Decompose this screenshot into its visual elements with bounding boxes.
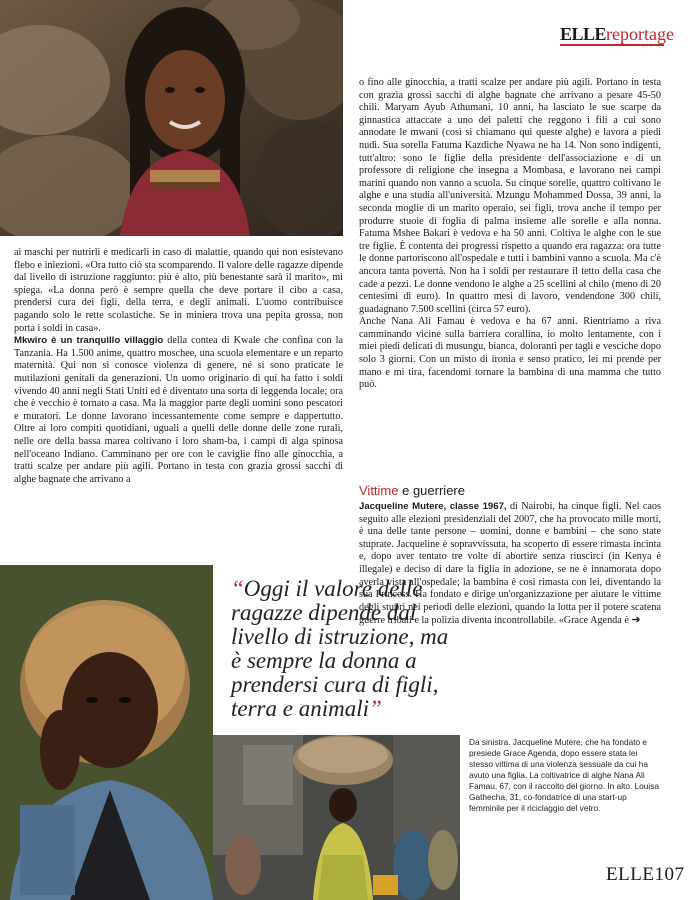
header-rule xyxy=(560,44,664,46)
left-column xyxy=(14,247,343,562)
page-number: 107 xyxy=(654,864,685,885)
quote-open-mark: “ xyxy=(231,576,244,601)
magazine-brand: ELLE xyxy=(560,24,607,44)
paragraph: o fino alle ginocchia, a tratti scalze per andare più agili. Portano in testa con grazia grossi sacchi di alghe bagnate che arrivano a pesare 45-50 chili. Maryam Ayub Athumani, 10 anni, ha lasciato le sue scarpe da ginnastica attaccate a uno dei paletti che reggono i fili a cui sono annodate le mwani (così si chiamano qui queste alghe) e lavora a piedi nudi. Sua sorella Fatuma Kazdiche Nyawa ne ha 14. Non sono indigenti, tutt'altro: sono le figlie della presidente dell'associazione e di un professore di religione che insegna a Mombasa, e lavorano nei campi marini quando non vanno a scuola. Su cinque sorelle, quattro coltivano le alghe e una studia all'università. Mzungu Mohammed Dossa, 39 anni, la seconda moglie di un marito operaio, sei figli, trova anche il tempo per produrre stuoie di foglia di palma insieme alle sorelle e alla nonna. Fatuma Mshee Bakari è vedova e ha 50 anni. Coltiva le alghe con le sue tre figlie. È contenta dei progressi rispetto a quando era ragazza: ora tutte le donne partoriscono all'ospedale e tutti i bambini vanno a scuola. Ma c'è ancora tanta povertà. Non ha i soldi per restaurare il tetto della casa che cade a pezzi. Le donne vendono le alghe a 25 scellini al chilo (meno di 20 centesimi di euro). In quattro mesi di lavoro, vendendone 300 chili, guadagnano 7.500 scellini (circa 57 euro). xyxy=(359,77,661,315)
portrait-woman-denim-icon xyxy=(0,565,213,900)
subheading: Vittime e guerriere xyxy=(359,483,465,498)
photo-nana-ali-famau xyxy=(213,735,460,900)
right-column xyxy=(359,77,661,479)
paragraph: Mkwiro è un tranquillo villaggio della contea di Kwale che confina con la Tanzania. Ha 1.500 anime, quattro moschee, una scuola elementare e un reparto maternità. Qui non si conosce violenza di genere, né si sono praticate le mutilazioni genitali da generazioni. Un uomo originario di qui ha fatto i soldi vivendo 40 anni negli Stati Uniti ed è diventato una sorta di leggenda locale; ora che è vecchio è tornato a casa. Ma la maggior parte degli uomini sono pescatori e muratori. Le donne lavorano incessantemente come sempre e dappertutto. Oltre ai loro compiti quotidiani, uguali a quelli delle donne delle zone rurali, nelle ore della bassa marea coltivano i loro sham-ba, i campi di alga spinosa nell'oceano Indiano. Camminano per ore con le caviglie fino alle ginocchia, a tratti scalze per andare più agili. Portano in testa con grazia grossi sacchi di alghe bagnate che arrivano a xyxy=(14,335,343,485)
pull-quote xyxy=(231,577,456,721)
paragraph: ai maschi per nutrirli e medicarli in caso di malattie, quando qui non esistevano flebo e iniezioni. «Ora tutto ciò sta scomparendo. Il valore delle ragazze dipende dal livello di istruzione raggiunto: più è alto, più benestante sarà il marito», mi spiega. «La donna però è sempre quella che deve portare il cibo a casa, prendersi cura dei figli, della terra, e degli animali. L'uomo contribuisce pagando solo le rette scolastiche. Se in miniera trova una pepita grossa, non porta i soldi in casa». xyxy=(14,247,343,334)
paragraph: Anche Nana Ali Famau è vedova e ha 67 anni. Rientriamo a riva camminando vicine sulla barriera corallina, io molto lentamente, con i miei piedi delicati di musungu, bianca, doloranti per tagli e vesciche dopo solo 3 giorni. Con un misto di ironia e senso pratico, lei mi prende per mano e mi tira, facendomi tornare la bambina di una mamma che tutto può. xyxy=(359,316,661,391)
woman-carrying-sack-icon xyxy=(213,735,460,900)
footer-brand: ELLE xyxy=(606,864,655,885)
photo-jacqueline-mutere xyxy=(0,565,213,900)
lead-in: Mkwiro è un tranquillo villaggio xyxy=(14,335,164,347)
photo-caption: Da sinistra. Jacqueline Mutere, che ha fondato e presiede Grace Agenda, dopo essere stata lei stesso vittima di una violenza sessuale da cui ha avuto una figlia. La coltivatrice di alghe Nana Ali Famau, 67, con il raccolto del giorno. In alto. Louisa Gathecha, 31, co-fondatrice di una start-up femminile per il riciclaggio del vetro. xyxy=(469,737,660,813)
continue-arrow-icon: ➜ xyxy=(631,614,641,627)
quote-close-mark: ” xyxy=(369,696,382,721)
lead-in: Jacqueline Mutere, classe 1967, xyxy=(359,501,507,512)
photo-top-portrait xyxy=(0,0,343,236)
paragraph: Jacqueline Mutere, classe 1967, di Nairobi, ha cinque figli. Nel caos seguito alle elezioni presidenziali del 2007, che ha provocato mille morti, è una delle tante persone – uomini, donne e bambini – che sono state stuprate. Jacqueline è sopravvissuta, ha scoperto di essere rimasta incinta e, dopo aver tentato tre volte di abortire senza riuscirci (in Kenya è illegale) e deciso di dare la figlia in adozione, se ne è innamorata dopo averla vista all'ospedale; la bambina è così rimasta con lei, diventando la sua Princess. Ha fondato e dirige un'organizzazione per aiutare le vittime degli stupri nei periodi delle elezioni, quando la lotta per il potere scatena guerre tribali e la polizia diventa incontrollabile. «Grace Agenda è ➜ xyxy=(359,501,661,627)
quote-text: Oggi il valore delle ragazze dipende dal livello di istruzione, ma è sempre la donna a prendersi cura di figli, terra e animali xyxy=(231,576,449,721)
section-name: reportage xyxy=(606,24,674,44)
portrait-woman-sacks-icon xyxy=(0,0,343,236)
section-header xyxy=(560,24,674,44)
page-footer xyxy=(606,864,684,886)
